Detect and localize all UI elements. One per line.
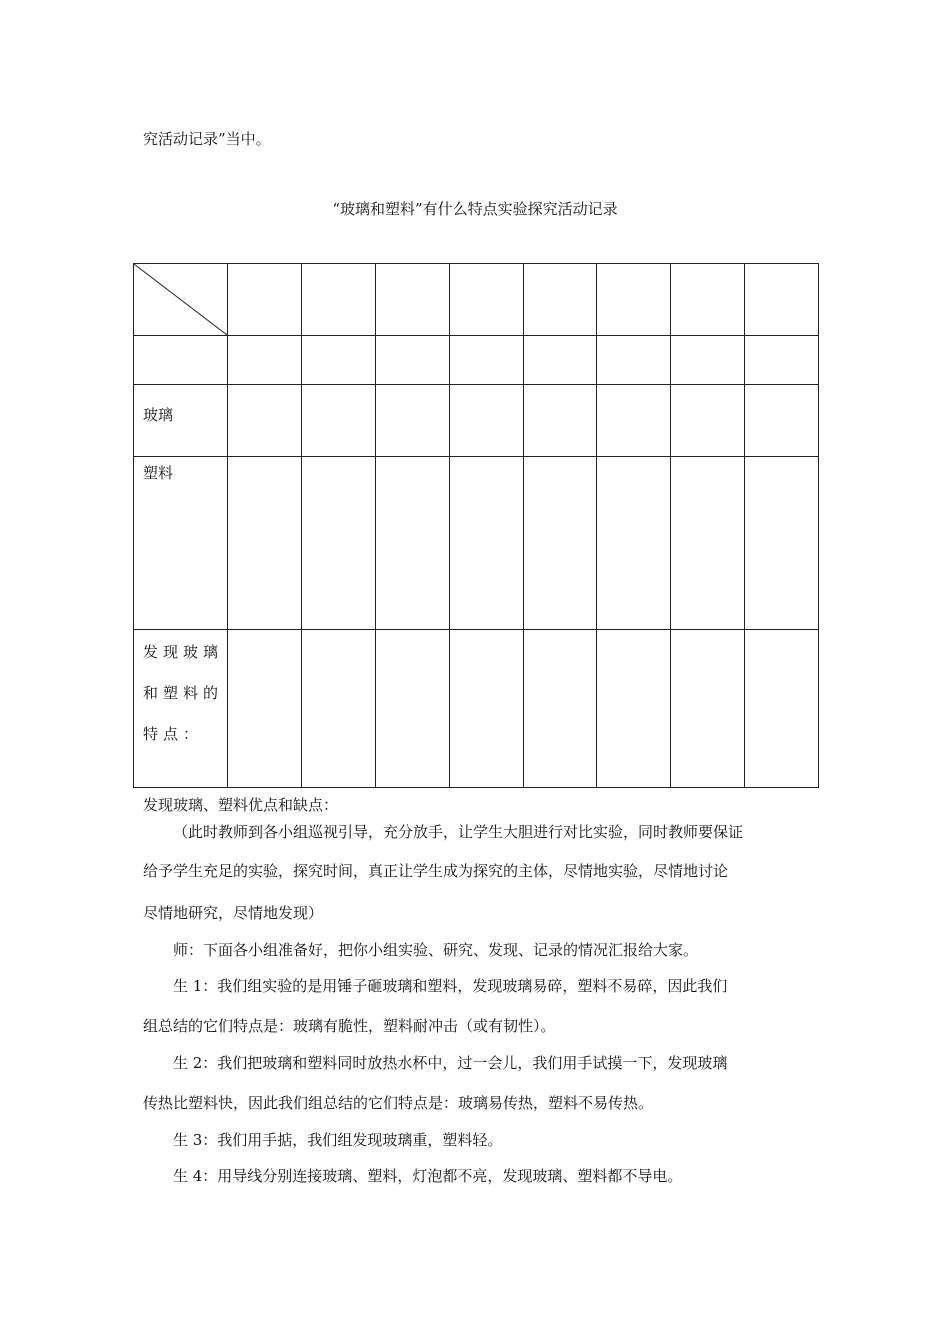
table-cell bbox=[745, 336, 819, 385]
section-title: 发现玻璃、塑料优点和缺点： bbox=[143, 796, 339, 814]
table-cell bbox=[301, 457, 375, 630]
table-cell bbox=[597, 385, 671, 457]
diagonal-line-icon bbox=[134, 264, 227, 335]
table-cell bbox=[375, 336, 449, 385]
table-cell bbox=[745, 264, 819, 336]
paragraph-line: （此时教师到各小组巡视引导，充分放手，让学生大胆进行对比实验，同时教师要保证 bbox=[173, 823, 744, 841]
findings-line-2: 和塑料的 bbox=[143, 684, 224, 702]
paragraph-line: 尽情地研究，尽情地发现） bbox=[143, 904, 324, 922]
paragraph-line: 师：下面各小组准备好，把你小组实验、研究、发现、记录的情况汇报给大家。 bbox=[173, 941, 699, 959]
table-cell bbox=[449, 336, 523, 385]
row-label-plastic: 塑料 bbox=[143, 464, 174, 482]
table-cell bbox=[671, 385, 745, 457]
table-cell bbox=[228, 264, 302, 336]
table-row-blank bbox=[134, 336, 819, 385]
table-cell bbox=[301, 264, 375, 336]
table-cell bbox=[671, 630, 745, 788]
table-cell bbox=[449, 385, 523, 457]
table-cell bbox=[523, 630, 597, 788]
table-cell bbox=[449, 264, 523, 336]
table-row-header bbox=[134, 264, 819, 336]
table-cell bbox=[597, 630, 671, 788]
paragraph-line: 生 2：我们把玻璃和塑料同时放热水杯中，过一会儿，我们用手试摸一下，发现玻璃 bbox=[173, 1054, 728, 1072]
table-cell bbox=[745, 630, 819, 788]
table-row-glass bbox=[134, 385, 819, 457]
table-cell bbox=[375, 457, 449, 630]
table-cell bbox=[745, 385, 819, 457]
table-cell bbox=[523, 457, 597, 630]
table-cell bbox=[375, 630, 449, 788]
table-cell bbox=[523, 264, 597, 336]
row-label-cell bbox=[134, 385, 228, 457]
table-cell bbox=[375, 385, 449, 457]
table-cell bbox=[745, 457, 819, 630]
table-cell bbox=[301, 336, 375, 385]
findings-line-1: 发现玻璃 bbox=[143, 643, 224, 661]
record-title: “玻璃和塑料”有什么特点实验探究活动记录 bbox=[332, 200, 618, 218]
row-label-cell bbox=[134, 630, 228, 788]
intro-line: 究活动记录”当中。 bbox=[143, 130, 271, 148]
table-cell bbox=[671, 264, 745, 336]
row-label-findings bbox=[134, 630, 227, 755]
paragraph-line: 生 4：用导线分别连接玻璃、塑料，灯泡都不亮，发现玻璃、塑料都不导电。 bbox=[173, 1167, 683, 1185]
table-row-findings bbox=[134, 630, 819, 788]
table-cell bbox=[671, 336, 745, 385]
table-cell bbox=[134, 336, 228, 385]
paragraph-line: 生 3：我们用手掂，我们组发现玻璃重，塑料轻。 bbox=[173, 1131, 503, 1149]
table-cell bbox=[301, 630, 375, 788]
paragraph-line: 生 1：我们组实验的是用锤子砸玻璃和塑料，发现玻璃易碎，塑料不易碎，因此我们 bbox=[173, 977, 728, 995]
record-table bbox=[133, 263, 819, 788]
table-cell bbox=[523, 336, 597, 385]
table-cell bbox=[597, 457, 671, 630]
table-cell bbox=[449, 457, 523, 630]
table-cell bbox=[228, 336, 302, 385]
table-cell bbox=[228, 385, 302, 457]
diagonal-header-cell bbox=[134, 264, 228, 336]
table-cell bbox=[597, 264, 671, 336]
table-cell bbox=[449, 630, 523, 788]
row-label-glass: 玻璃 bbox=[143, 406, 174, 424]
paragraph-line: 组总结的它们特点是：玻璃有脆性，塑料耐冲击（或有韧性）。 bbox=[143, 1017, 556, 1035]
findings-line-3: 特点： bbox=[143, 725, 204, 743]
table-cell bbox=[375, 264, 449, 336]
paragraph-line: 传热比塑料快，因此我们组总结的它们特点是：玻璃易传热，塑料不易传热。 bbox=[143, 1094, 654, 1112]
table-cell bbox=[597, 336, 671, 385]
table-cell bbox=[301, 385, 375, 457]
table-row-plastic bbox=[134, 457, 819, 630]
table-cell bbox=[523, 385, 597, 457]
table-cell bbox=[228, 457, 302, 630]
paragraph-line: 给予学生充足的实验，探究时间，真正让学生成为探究的主体，尽情地实验，尽情地讨论 bbox=[143, 862, 729, 880]
table-cell bbox=[228, 630, 302, 788]
table-cell bbox=[671, 457, 745, 630]
row-label-cell bbox=[134, 457, 228, 630]
